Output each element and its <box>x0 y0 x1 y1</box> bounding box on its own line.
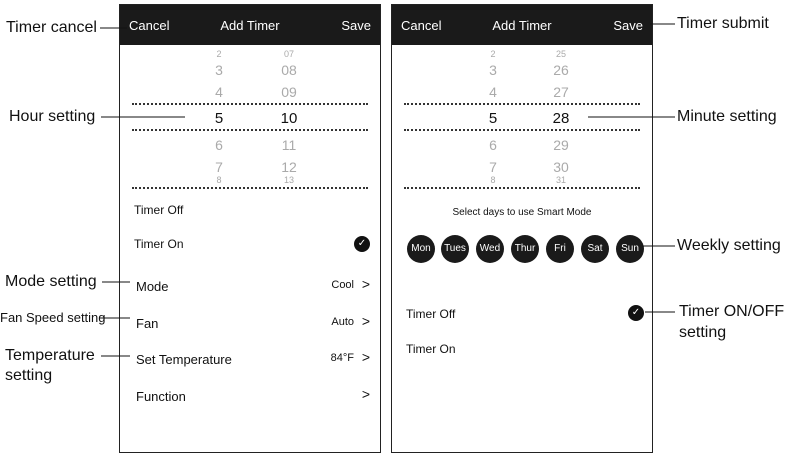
minute-option[interactable]: 07 <box>283 49 294 59</box>
days-prompt: Select days to use Smart Mode <box>452 207 592 218</box>
chevron-right-icon[interactable]: > <box>361 276 370 292</box>
timer-off-option[interactable]: Timer Off <box>134 203 184 217</box>
timer-on-option[interactable]: Timer On <box>406 342 456 356</box>
temperature-label[interactable]: Set Temperature <box>136 352 232 367</box>
annotation-mode-setting: Mode setting <box>5 273 97 290</box>
day-button-sat[interactable]: Sat <box>581 235 609 263</box>
annotation-timer-onoff-line1: Timer ON/OFF <box>679 303 785 320</box>
function-label[interactable]: Function <box>136 389 186 404</box>
day-button-sun[interactable]: Sun <box>616 235 644 263</box>
annotation-temperature-line2: setting <box>5 367 53 384</box>
selected-hour[interactable]: 5 <box>214 110 224 127</box>
day-button-fri[interactable]: Fri <box>546 235 574 263</box>
minute-option[interactable]: 11 <box>281 137 297 153</box>
selected-hour[interactable]: 5 <box>488 110 498 127</box>
header-title: Add Timer <box>220 18 280 33</box>
hour-option[interactable]: 4 <box>489 84 497 100</box>
day-button-wed[interactable]: Wed <box>476 235 504 263</box>
selected-minute[interactable]: 28 <box>552 110 570 127</box>
day-button-mon[interactable]: Mon <box>407 235 435 263</box>
annotation-weekly-setting: Weekly setting <box>677 237 781 254</box>
hour-option[interactable]: 3 <box>489 62 497 78</box>
day-button-tues[interactable]: Tues <box>441 235 469 263</box>
chevron-right-icon[interactable]: > <box>361 386 370 402</box>
annotation-hour-setting: Hour setting <box>9 108 96 125</box>
annotation-temperature-line1: Temperature <box>5 347 95 364</box>
hour-option[interactable]: 3 <box>215 62 223 78</box>
minute-option[interactable]: 30 <box>553 159 569 175</box>
minute-option[interactable]: 29 <box>553 137 569 153</box>
annotation-minute-setting: Minute setting <box>677 108 777 125</box>
day-button-thur[interactable]: Thur <box>511 235 539 263</box>
annotation-timer-cancel: Timer cancel <box>6 19 97 36</box>
chevron-right-icon[interactable]: > <box>361 313 370 329</box>
minute-option[interactable]: 31 <box>555 175 566 185</box>
temperature-value[interactable]: 84°F <box>330 352 354 364</box>
hour-option[interactable]: 7 <box>489 159 497 175</box>
save-button[interactable]: Save <box>613 18 643 33</box>
minute-option[interactable]: 09 <box>281 84 297 100</box>
annotation-timer-onoff-line2: setting <box>679 324 727 341</box>
annotation-fan-speed-setting: Fan Speed setting <box>0 310 106 325</box>
hour-option[interactable]: 6 <box>489 137 497 153</box>
save-button[interactable]: Save <box>341 18 371 33</box>
minute-option[interactable]: 13 <box>283 175 294 185</box>
minute-option[interactable]: 26 <box>553 62 569 78</box>
minute-option[interactable]: 27 <box>553 84 569 100</box>
selected-minute[interactable]: 10 <box>280 110 298 127</box>
minute-option[interactable]: 25 <box>555 49 566 59</box>
fan-value[interactable]: Auto <box>331 316 354 328</box>
hour-option[interactable]: 8 <box>216 175 222 185</box>
mode-value[interactable]: Cool <box>331 279 354 291</box>
mode-label[interactable]: Mode <box>136 279 169 294</box>
cancel-button[interactable]: Cancel <box>129 18 170 33</box>
hour-option[interactable]: 2 <box>490 49 496 59</box>
fan-label[interactable]: Fan <box>136 316 159 331</box>
chevron-right-icon[interactable]: > <box>361 349 370 365</box>
minute-option[interactable]: 08 <box>281 62 297 78</box>
hour-option[interactable]: 7 <box>215 159 223 175</box>
timer-on-option[interactable]: Timer On <box>134 237 184 251</box>
minute-option[interactable]: 12 <box>281 159 297 175</box>
annotation-timer-submit: Timer submit <box>677 15 769 32</box>
hour-option[interactable]: 6 <box>215 137 223 153</box>
hour-option[interactable]: 2 <box>216 49 222 59</box>
checkmark-icon: ✓ <box>628 305 644 321</box>
cancel-button[interactable]: Cancel <box>401 18 442 33</box>
timer-off-option[interactable]: Timer Off <box>406 307 456 321</box>
hour-option[interactable]: 8 <box>490 175 496 185</box>
checkmark-icon: ✓ <box>354 236 370 252</box>
header-title: Add Timer <box>492 18 552 33</box>
hour-option[interactable]: 4 <box>215 84 223 100</box>
